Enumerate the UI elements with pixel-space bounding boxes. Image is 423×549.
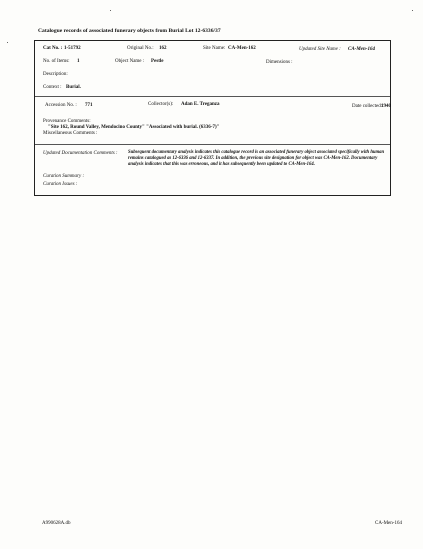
footer-site: CA-Men-164 (375, 521, 402, 526)
original-no-value: 162 (159, 46, 167, 51)
curation-summary-label: Curation Summary : (43, 174, 85, 179)
no-of-items-label: No. of Items: (43, 59, 70, 64)
document-title: Catalogue records of associated funerary objects from Burial Lot 12-6336/37 (38, 28, 221, 34)
updated-doc-label: Updated Documentation Comments : (43, 151, 118, 156)
object-name-label: Object Name : (115, 59, 145, 64)
context-label: Context : (43, 85, 62, 90)
accession-no-value: 771 (85, 103, 93, 108)
footer-filename: A990628A.db (42, 521, 71, 526)
cat-no-label: Cat No. : (43, 46, 63, 51)
curation-issues-label: Curation Issues : (43, 182, 78, 187)
description-label: Description: (43, 72, 68, 77)
collectors-value: Adan E. Treganza (181, 102, 220, 107)
no-of-items-value: 1 (77, 59, 80, 64)
provenance-label: Provenance Comments: (43, 119, 91, 124)
collectors-label: Collector(s): (148, 102, 174, 107)
updated-site-name-value: CA-Men-164 (348, 47, 375, 52)
updated-site-name-label: Updated Site Name : (299, 47, 341, 52)
dimensions-label: Dimensions : (266, 60, 293, 65)
scan-speck (110, 10, 111, 11)
misc-comments-label: Miscellaneous Comments : (43, 131, 98, 136)
accession-no-label: Accession No. : (45, 103, 77, 108)
scan-speck (7, 42, 8, 43)
object-name-value: Pestle (151, 59, 164, 64)
context-value: Burial. (66, 85, 81, 90)
section-divider (35, 144, 390, 145)
date-collected-value: 1940 (381, 104, 391, 109)
site-name-label: Site Name: (203, 46, 226, 51)
cat-no-value: 1-51792 (64, 46, 81, 51)
original-no-label: Original No.: (127, 46, 154, 51)
catalogue-record-card (34, 40, 391, 196)
section-divider (35, 96, 390, 97)
updated-doc-value: Subsequent documentary analysis indicates this catalogue record is an associated funerary object associated specifically with human remains catalogued as 12-6336 and 12-6337. In addition, the previous site designation for object was CA-Men-162. Documentary analysis indicates that this was erroneous, and it has subsequently been updated to CA-Men-164. (128, 150, 385, 167)
date-collected-label: Date collected: (352, 104, 383, 109)
scan-speck (412, 10, 413, 11)
provenance-value: "Site 162, Round Valley, Mendocino County" "Associated with burial. (6336-7)" (48, 125, 220, 130)
site-name-value: CA-Men-162 (228, 46, 256, 51)
